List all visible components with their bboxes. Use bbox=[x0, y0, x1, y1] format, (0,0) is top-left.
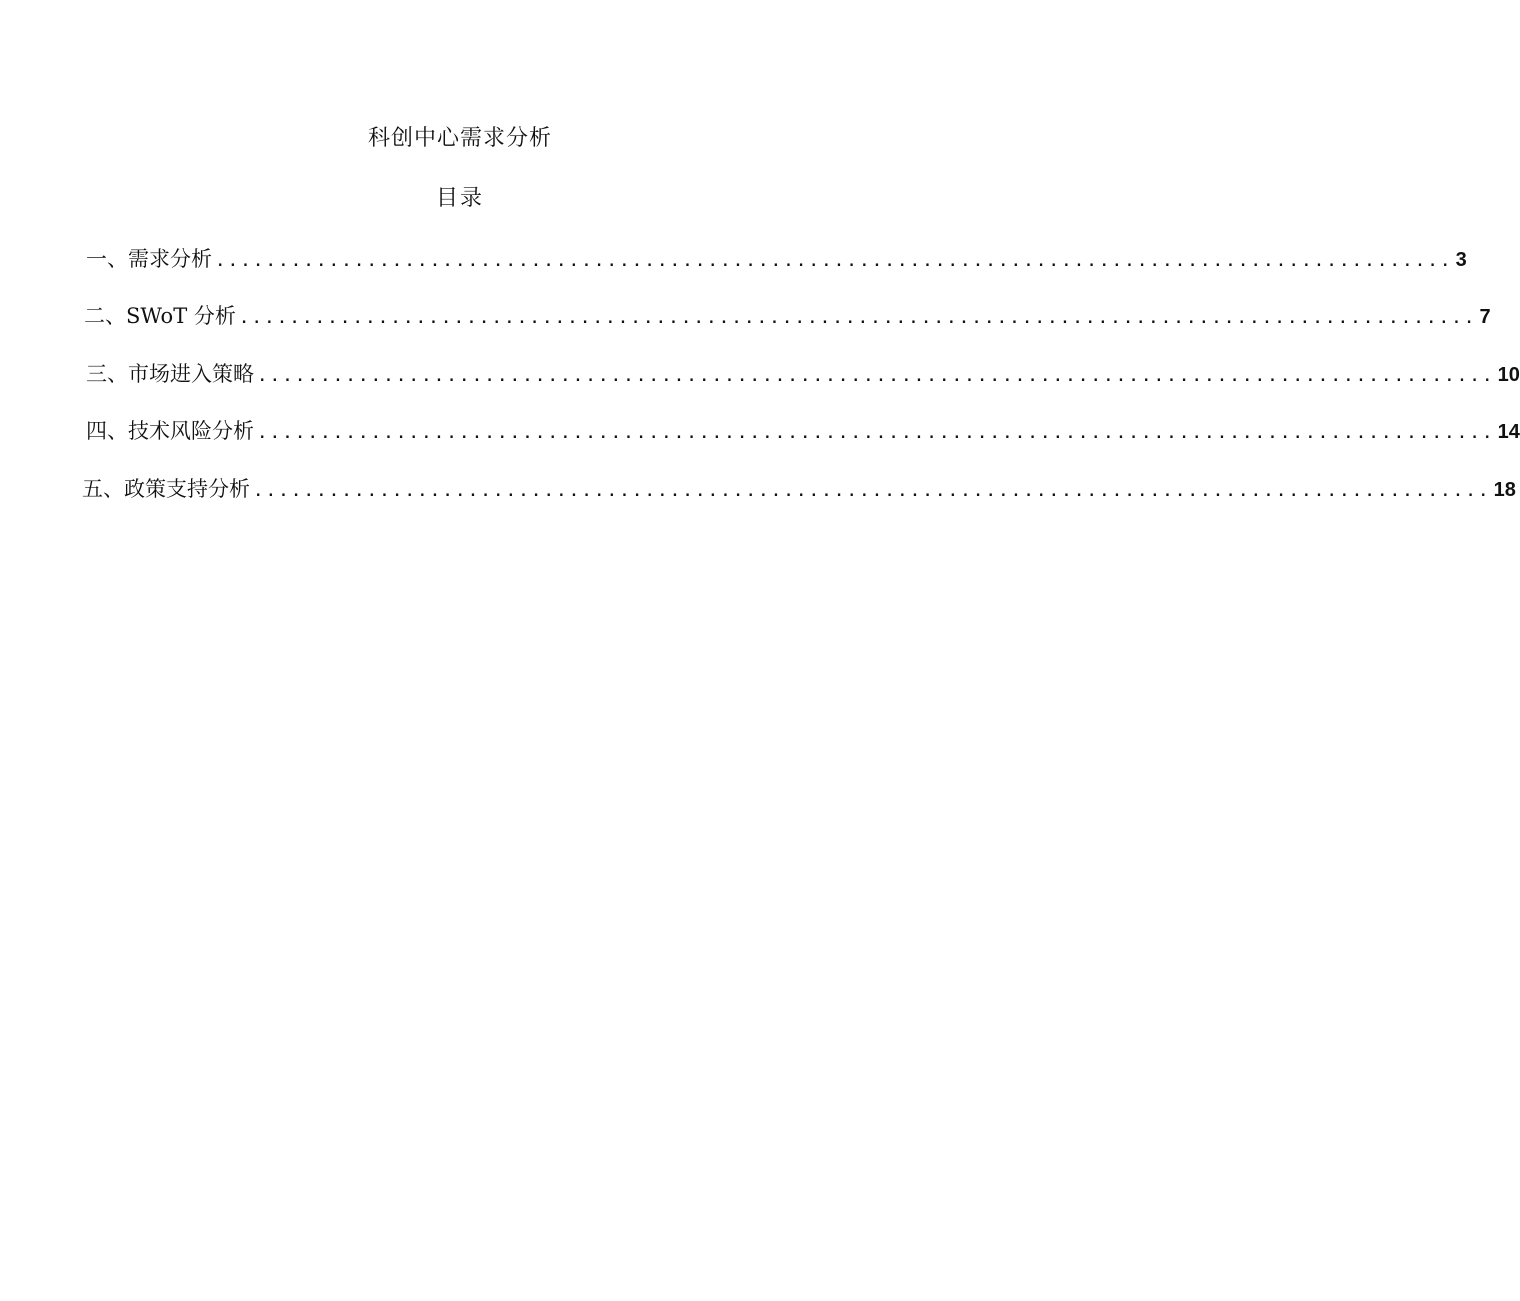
toc-heading: 目录 bbox=[435, 186, 484, 211]
toc-entry-swot-analysis[interactable] bbox=[84, 299, 1491, 333]
toc-dot-leader: .................................................................................................. bbox=[254, 484, 1492, 500]
toc-dot-leader: .................................................................................................. bbox=[239, 311, 1478, 327]
toc-entry-label: 三、市场进入策略 bbox=[86, 362, 254, 386]
toc-dot-leader: .................................................................................................. bbox=[258, 369, 1496, 385]
toc-entry-label: 五、政策支持分析 bbox=[82, 477, 250, 501]
toc-entry-label: 一、需求分析 bbox=[86, 247, 212, 271]
toc-page-number: 3 bbox=[1455, 249, 1467, 271]
toc-entry-label: 二、SWoT 分析 bbox=[84, 304, 236, 328]
toc-page-number: 18 bbox=[1493, 479, 1516, 501]
toc-entry-label: 四、技术风险分析 bbox=[86, 419, 254, 443]
toc-entry-policy-support-analysis[interactable] bbox=[82, 472, 1516, 506]
toc-entry-market-entry-strategy[interactable] bbox=[86, 357, 1520, 391]
toc-page-number: 14 bbox=[1497, 421, 1520, 443]
toc-entry-demand-analysis[interactable] bbox=[86, 242, 1467, 276]
toc-dot-leader: .................................................................................................. bbox=[216, 254, 1454, 270]
toc-page-number: 10 bbox=[1497, 364, 1520, 386]
toc-dot-leader: .................................................................................................. bbox=[258, 426, 1496, 442]
toc-page-number: 7 bbox=[1479, 306, 1491, 328]
document-title: 科创中心需求分析 bbox=[367, 126, 552, 151]
toc-entry-technical-risk-analysis[interactable] bbox=[86, 414, 1520, 448]
